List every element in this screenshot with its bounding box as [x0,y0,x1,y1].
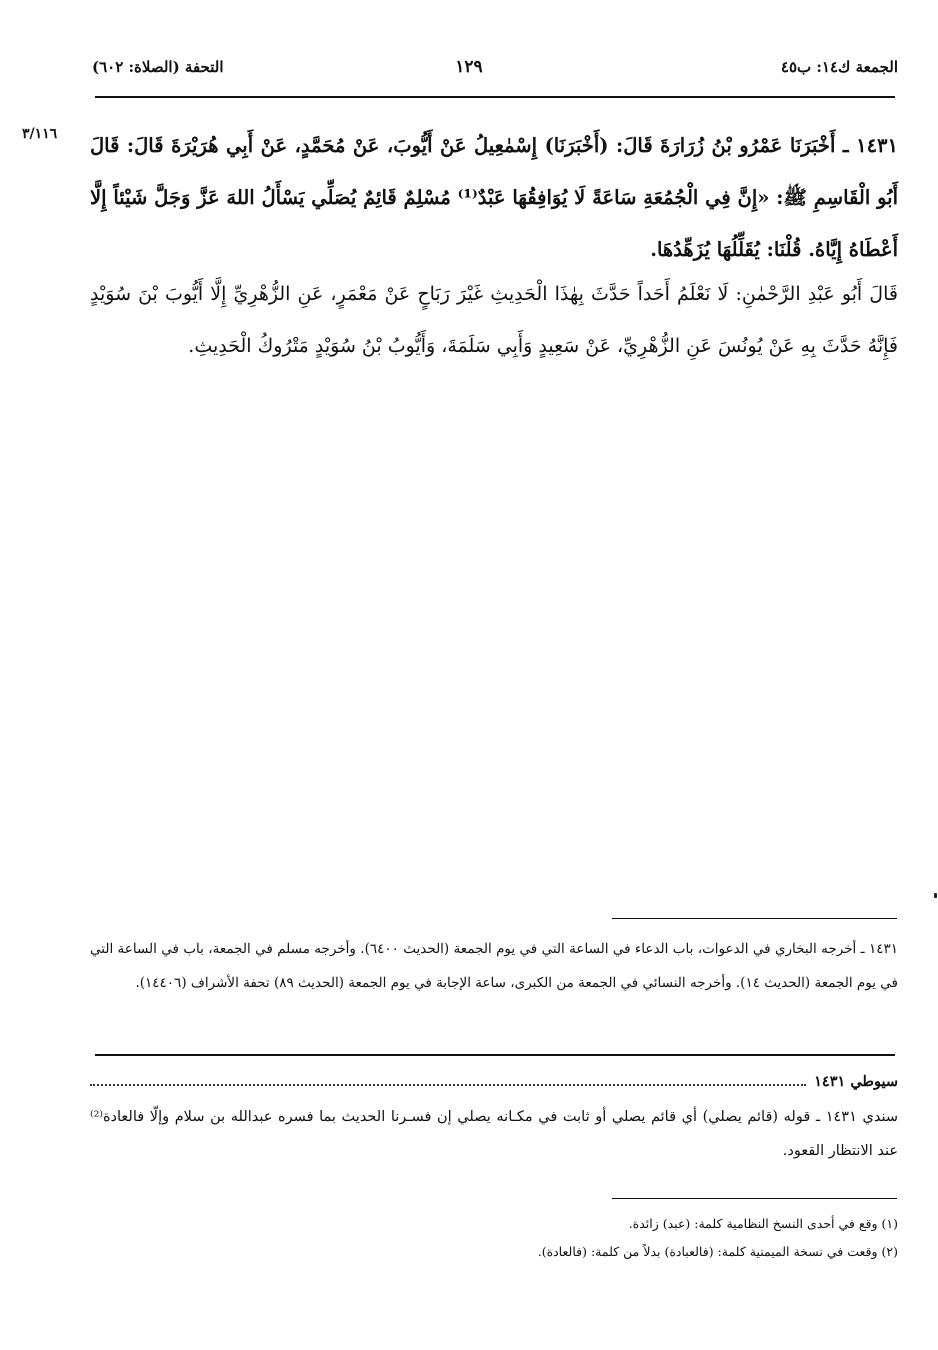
commentary-rule [95,1054,895,1056]
header-rule [95,96,895,98]
sindi-commentary: سندي ١٤٣١ ـ قوله (قائم يصلي) أي قائم يصلي أو ثابت في مكـانه يصلي إن فسـرنا الحديث بما فسره عبدالله بن سلام وإلّا فالعادة⁽²⁾ عند الانتظار القعود. [90,1109,898,1159]
suyuti-entry [90,1068,898,1094]
header-tuhfa-ref: التحفة (الصلاة: ٦٠٢) [92,58,224,76]
variant-notes [90,1210,898,1266]
scan-speck [934,893,937,898]
notes-rule [612,1198,897,1199]
page-number: ١٢٩ [455,57,483,77]
variant-note: (١) وقع في أحدى النسخ النظامية كلمة: (عبد) زائدة. [628,1216,898,1231]
header-chapter-ref: الجمعة ك١٤: ب٤٥ [780,58,898,76]
suyuti-label: سيوطي ١٤٣١ [814,1072,898,1090]
variant-note: (٢) وقعت في نسخة الميمنية كلمة: (فالعبادة) بدلاً من كلمة: (فالعادة). [537,1244,898,1259]
footnote-rule [612,918,897,919]
takhrij-footnote: ١٤٣١ ـ أخرجه البخاري في الدعوات، باب الدعاء في الساعة التي في يوم الجمعة (الحديث ٦٤٠٠). وأخرجه مسلم في الجمعة، باب في الساعة التي في يوم الجمعة (الحديث ١٤). وأخرجه النسائي في الجمعة من الكبرى، ساعة الإجابة في يوم الجمعة (الحديث ٨٩) تحفة الأشراف (١٤٤٠٦). [90,941,899,991]
margin-reference: ٣/١١٦ [22,126,58,142]
hadith-text: ١٤٣١ ـ أَخْبَرَنَا عَمْرُو بْنُ زُرَارَةَ قَالَ: (أَخْبَرَنَا) إِسْمٰعِيلُ عَنْ أَيُّوبَ، عَنْ مُحَمَّدٍ، عَنْ أَبِي هُرَيْرَةَ قَالَ: قَالَ أَبُو الْقَاسِمِ ﷺ: «إِنَّ فِي الْجُمُعَةِ سَاعَةً لَا يُوَافِقُهَا عَبْدٌ⁽¹⁾ مُسْلِمٌ قَائِمٌ يُصَلِّي يَسْأَلُ اللهَ عَزَّ وَجَلَّ شَيْئاً إِلَّا أَعْطَاهُ إِيَّاهُ. قُلْنَا: يُقَلِّلُهَا يُزَهِّدُهَا. [90,134,898,261]
dotted-leader [90,1084,806,1086]
author-commentary: قَالَ أَبُو عَبْدِ الرَّحْمٰنِ: لَا نَعْلَمُ أَحَداً حَدَّثَ بِهٰذَا الْحَدِيثِ غَيْرَ رَبَاحٍ عَنْ مَعْمَرٍ، عَنِ الزُّهْرِيِّ إِلَّا أَيُّوبَ بْنَ سُوَيْدٍ فَإِنَّهُ حَدَّثَ بِهِ عَنْ يُونُسَ عَنِ الزُّهْرِيِّ، عَنْ سَعِيدٍ وَأَبِي سَلَمَةَ، وَأَيُّوبُ بْنُ سُوَيْدٍ مَتْرُوكُ الْحَدِيثِ. [90,283,898,357]
